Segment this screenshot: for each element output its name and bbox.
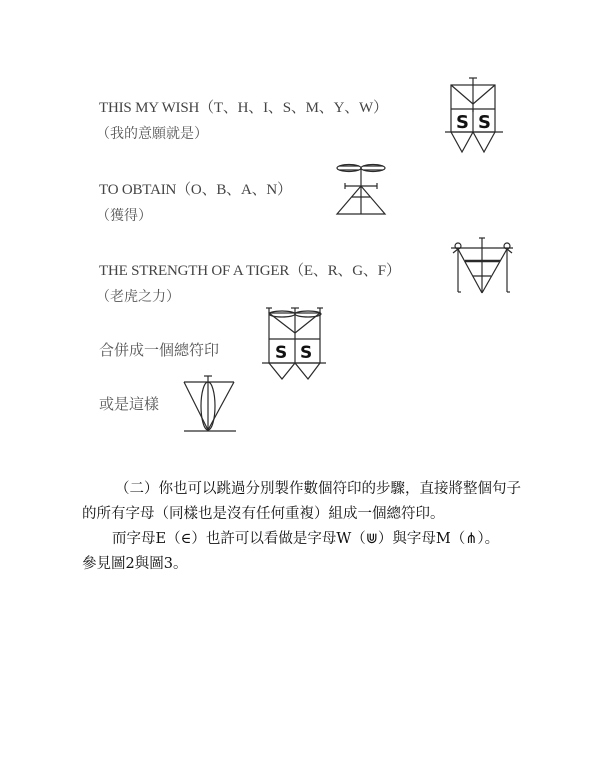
paragraph-2-line-2: 參見圖2與圖3。 (82, 556, 188, 572)
sigil-letter-s: S (300, 343, 313, 363)
combined-label: 合併成一個總符印 (99, 341, 220, 359)
this-my-wish-sigil-icon (445, 76, 505, 158)
obtain-phrase: TO OBTAIN（O、B、A、N） (99, 182, 292, 198)
paragraph-2-line-1 (84, 527, 499, 552)
paragraph-1-line-2: 的所有字母（同樣也是沒有任何重複）組成一個總符印。 (82, 506, 445, 522)
wish-translation: （我的意願就是） (96, 126, 208, 142)
paragraph-1-text: （二）你也可以跳過分別製作數個符印的步驟，直接將整個句子 (115, 481, 521, 497)
tiger-translation: （老虎之力） (96, 289, 180, 305)
combined-sigil-icon (262, 305, 328, 381)
alternative-sigil-icon (180, 374, 240, 436)
wish-phrase: THIS MY WISH（T、H、I、S、M、Y、W） (99, 100, 388, 116)
sigil-letter-s: S (478, 112, 491, 133)
alternative-label: 或是這樣 (99, 395, 160, 413)
paragraph-2-text: 而字母E（∈）也許可以看做是字母W（⋓）與字母M（⋔）。 (112, 531, 500, 547)
sigil-letter-s: S (275, 343, 288, 363)
to-obtain-sigil-icon (333, 162, 389, 218)
strength-of-tiger-sigil-icon (449, 236, 517, 300)
obtain-translation: （獲得） (96, 208, 152, 224)
tiger-phrase: THE STRENGTH OF A TIGER（E、R、G、F） (99, 263, 401, 279)
paragraph-1-line-1 (84, 477, 521, 502)
sigil-letter-s: S (456, 112, 469, 133)
